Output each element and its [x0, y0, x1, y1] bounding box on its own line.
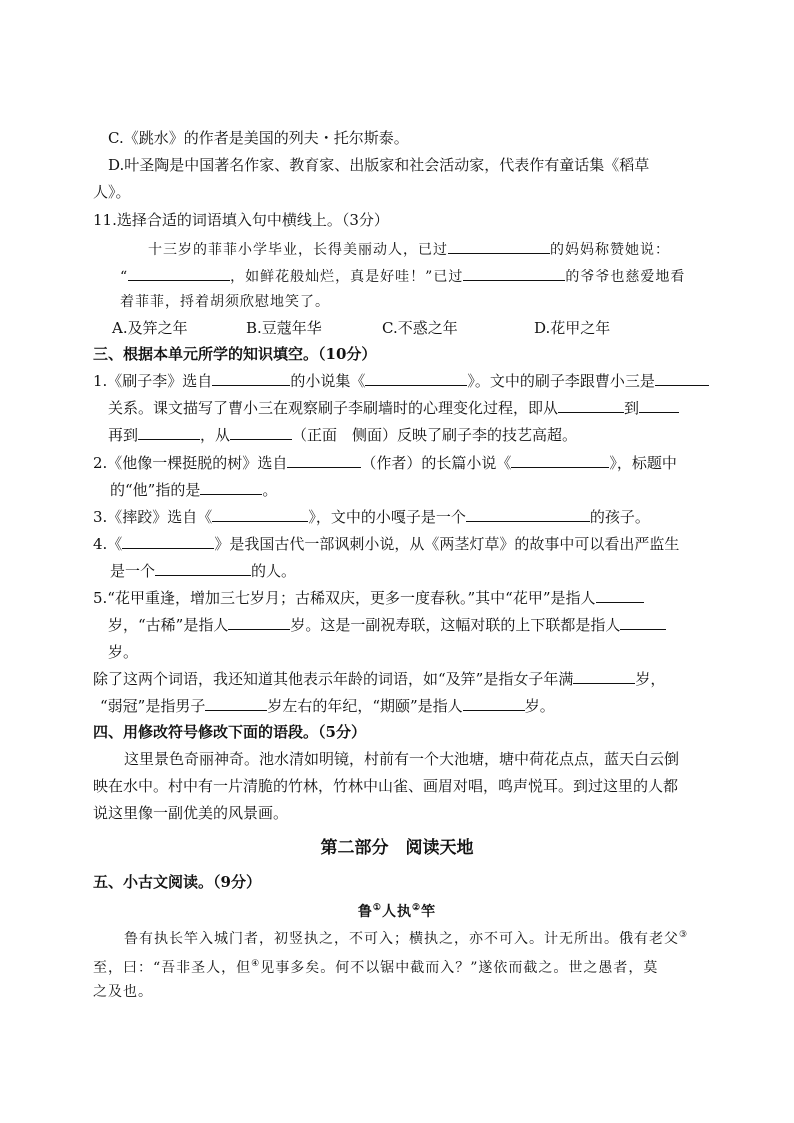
passage-title — [0, 898, 794, 922]
s3-q4-line2 — [110, 561, 296, 581]
q11-option-d[interactable]: D.花甲之年 — [534, 319, 611, 337]
blank[interactable] — [620, 615, 666, 630]
s4-paragraph-line3: 说这里像一副优美的风景画。 — [93, 804, 289, 822]
s3-text: 1.《刷子李》选自 — [93, 372, 213, 390]
q11-text: “ — [120, 269, 129, 285]
blank[interactable] — [511, 453, 609, 468]
q11-option-b[interactable]: B.豆蔻年华 — [246, 319, 322, 337]
part-2-heading: 第二部分 阅读天地 — [320, 838, 474, 858]
section-4-title: 四、用修改符号修改下面的语段。（5分） — [93, 723, 366, 741]
q11-text: 的妈妈称赞她说： — [550, 242, 670, 258]
s3-text: 的孩子。 — [589, 508, 650, 526]
blank[interactable] — [639, 398, 679, 413]
passage-text: 鲁有执长竿入城门者，初竖执之，不可入；横执之，亦不可入。计无所出。俄有老父 — [124, 931, 679, 947]
s3-text: 3.《摔跤》选自《 — [93, 508, 213, 526]
s3-text: 岁。 — [524, 697, 555, 715]
s3-text: 。 — [262, 481, 278, 499]
passage-title-text: 人执 — [382, 904, 412, 920]
s3-q5-line5 — [100, 696, 555, 716]
s3-text: 5.“花甲重逢，增加三七岁月；古稀双庆，更多一度春秋。”其中“花甲”是指人 — [93, 589, 596, 607]
blank[interactable] — [463, 266, 565, 281]
footnote-marker: ① — [372, 903, 382, 913]
s3-q3-line — [93, 507, 650, 527]
s3-text: 》，标题中 — [609, 454, 677, 472]
blank[interactable] — [365, 371, 467, 386]
q11-text: 十三岁的菲菲小学毕业，长得美丽动人，已过 — [148, 242, 448, 258]
s3-text: 》，文中的小嘎子是一个 — [308, 508, 466, 526]
section-3-title: 三、根据本单元所学的知识填空。（10分） — [93, 345, 377, 363]
q11-option-a[interactable]: A.及笄之年 — [112, 319, 188, 337]
blank[interactable] — [128, 266, 230, 281]
blank[interactable] — [212, 371, 290, 386]
blank[interactable] — [228, 615, 290, 630]
q10-option-d-line1: D.叶圣陶是中国著名作家、教育家、出版家和社会活动家，代表作有童话集《稻草 — [108, 156, 650, 174]
blank[interactable] — [596, 588, 644, 603]
passage-text: 见事多矣。何不以锯中截而入？”遂依而截之。世之愚者，莫 — [260, 960, 659, 976]
blank[interactable] — [655, 371, 709, 386]
passage-line3: 之及也。 — [93, 984, 153, 1000]
blank[interactable] — [463, 696, 525, 711]
s3-text: （作者）的长篇小说《 — [361, 454, 512, 472]
blank[interactable] — [466, 507, 590, 522]
blank[interactable] — [573, 669, 635, 684]
q10-option-c: C.《跳水》的作者是美国的列夫・托尔斯泰。 — [108, 129, 409, 147]
s4-paragraph-line2: 映在水中。村中有一片清脆的竹林，竹林中山雀、画眉对唱，鸣声悦耳。到过这里的人都 — [93, 777, 679, 795]
blank[interactable] — [448, 239, 550, 254]
blank[interactable] — [155, 561, 251, 576]
q11-text: ，如鲜花般灿烂，真是好哇！”已过 — [230, 269, 464, 285]
s3-text: 》是我国古代一部讽刺小说，从《两茎灯草》的故事中可以看出严监生 — [214, 535, 680, 553]
s3-text: 的人。 — [251, 562, 297, 580]
blank[interactable] — [558, 398, 624, 413]
passage-title-text: 竿 — [421, 904, 437, 920]
s3-text: 除了这两个词语，我还知道其他表示年龄的词语，如“及笄”是指女子年满 — [93, 670, 574, 688]
q11-text: 的爷爷也慈爱地看 — [565, 269, 686, 285]
s3-q1-line2 — [108, 398, 679, 418]
footnote-marker: ④ — [251, 959, 261, 969]
passage-line2 — [93, 954, 658, 978]
s3-q1-line1 — [93, 371, 709, 391]
s3-text: 的“他”指的是 — [110, 481, 201, 499]
s3-text: 》。文中的刷子李跟曹小三是 — [467, 372, 655, 390]
blank[interactable] — [200, 480, 262, 495]
s3-text: 是一个 — [110, 562, 156, 580]
s3-text: 的小说集《 — [290, 372, 366, 390]
s3-text: （正面 侧面）反映了刷子李的技艺高超。 — [292, 426, 578, 444]
s3-q4-line1 — [93, 534, 679, 554]
q11-para-line1 — [148, 239, 670, 260]
s4-paragraph-line1: 这里景色奇丽神奇。池水清如明镜，村前有一个大池塘，塘中荷花点点，蓝天白云倒 — [124, 750, 680, 768]
s3-text: 4.《 — [93, 535, 123, 553]
q10-option-d-line2: 人》。 — [93, 183, 131, 201]
footnote-marker: ③ — [679, 930, 689, 940]
s3-text: 岁， — [635, 670, 666, 688]
passage-title-text: 鲁 — [357, 904, 373, 920]
s3-text: 到 — [624, 399, 640, 417]
blank[interactable] — [122, 534, 214, 549]
s3-q5-line4 — [93, 669, 665, 689]
blank[interactable] — [230, 425, 292, 440]
blank[interactable] — [212, 507, 308, 522]
passage-text: 至，曰：“吾非圣人，但 — [93, 960, 252, 976]
s3-q5-line2 — [108, 615, 666, 635]
q11-para-line2 — [120, 266, 685, 287]
s3-text: 岁，“古稀”是指人 — [108, 616, 229, 634]
q11-option-c[interactable]: C.不惑之年 — [382, 319, 458, 337]
blank[interactable] — [138, 425, 200, 440]
s3-text: 关系。课文描写了曹小三在观察刷子李刷墙时的心理变化过程，即从 — [108, 399, 559, 417]
blank[interactable] — [205, 696, 267, 711]
q11-para-line3: 着菲菲，捋着胡须欣慰地笑了。 — [120, 294, 330, 310]
s3-text: 岁。这是一副祝寿联，这幅对联的上下联都是指人 — [290, 616, 621, 634]
s3-q5-line3: 岁。 — [108, 643, 139, 661]
s3-text: 2.《他像一棵挺脱的树》选自 — [93, 454, 288, 472]
s3-text: 再到 — [108, 426, 139, 444]
blank[interactable] — [287, 453, 361, 468]
s3-q1-line3 — [108, 425, 577, 445]
s3-text: 岁左右的年纪，“期颐”是指人 — [267, 697, 463, 715]
s3-q5-line1 — [93, 588, 644, 608]
footnote-marker: ② — [412, 903, 422, 913]
passage-line1 — [124, 925, 688, 949]
q11-title: 11.选择合适的词语填入句中横线上。（3分） — [93, 211, 389, 229]
section-5-title: 五、小古文阅读。（9分） — [93, 873, 261, 891]
s3-text: ，从 — [200, 426, 231, 444]
s3-text: “弱冠”是指男子 — [100, 697, 206, 715]
s3-q2-line1 — [93, 453, 677, 473]
s3-q2-line2 — [110, 480, 277, 500]
